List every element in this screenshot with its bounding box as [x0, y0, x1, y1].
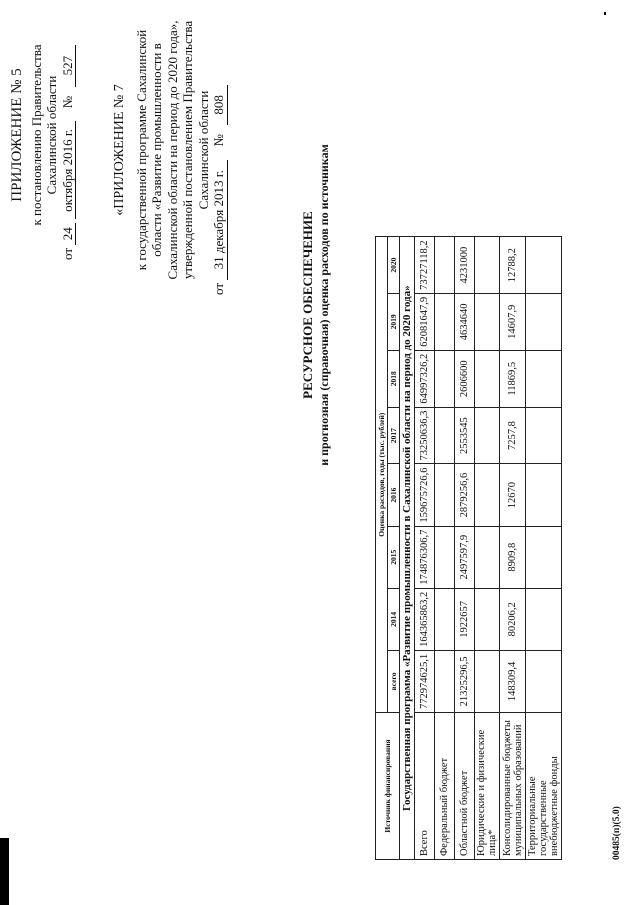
- value-cell: 8909,8: [500, 526, 526, 588]
- value-cell: [526, 526, 562, 588]
- row-label: Областной бюджет: [455, 713, 475, 860]
- row-label: Федеральный бюджет: [435, 713, 455, 860]
- value-cell: [526, 350, 562, 407]
- appendix-5-from-label: от: [59, 247, 75, 260]
- value-cell: 80206,2: [500, 588, 526, 650]
- appendix-7-line5: Сахалинской области: [195, 90, 211, 210]
- table-header-row: [376, 237, 388, 860]
- year-header: всего: [388, 650, 400, 712]
- appendix-7-date: 31 декабря 2013 г.: [211, 160, 228, 280]
- value-cell: 2497597,9: [455, 526, 475, 588]
- appendix-7-date-line: [211, 5, 228, 295]
- value-cell: [526, 293, 562, 350]
- year-header: 2017: [388, 407, 400, 464]
- value-cell: [435, 464, 455, 526]
- col-source-header: Источник финансирования: [376, 713, 400, 860]
- appendix-7-block: [112, 5, 228, 295]
- value-cell: [526, 407, 562, 464]
- appendix-7-line1: к государственной программе Сахалинской: [133, 29, 149, 271]
- value-cell: [475, 293, 500, 350]
- value-cell: [475, 650, 500, 712]
- value-cell: [475, 237, 500, 294]
- value-cell: 7257,8: [500, 407, 526, 464]
- value-cell: 12670: [500, 464, 526, 526]
- appendix-5-date-day: 24: [60, 223, 77, 245]
- appendix-5-line2: Сахалинской области: [44, 75, 59, 195]
- value-cell: [435, 237, 455, 294]
- appendix-5-block: [10, 10, 76, 260]
- value-cell: [526, 464, 562, 526]
- table-row: [435, 237, 455, 860]
- table-row: [526, 237, 562, 860]
- year-header: 2015: [388, 526, 400, 588]
- value-cell: 2553545: [455, 407, 475, 464]
- appendix-5-line1: к постановлению Правительства: [28, 44, 44, 226]
- value-cell: [435, 526, 455, 588]
- year-header: 2019: [388, 293, 400, 350]
- value-cell: 159675726,6: [415, 464, 435, 526]
- value-cell: [526, 650, 562, 712]
- appendix-7-title: «ПРИЛОЖЕНИЕ № 7: [112, 84, 127, 216]
- value-cell: [526, 237, 562, 294]
- year-header: 2014: [388, 588, 400, 650]
- value-cell: 11869,5: [500, 350, 526, 407]
- value-cell: [475, 407, 500, 464]
- scan-edge-mark: [0, 838, 9, 905]
- appendix-7-line4: утвержденной постановлением Правительства: [180, 20, 195, 280]
- year-header: 2018: [388, 350, 400, 407]
- value-cell: [435, 588, 455, 650]
- appendix-7-line3: Сахалинской области на период до 2020 года»,: [164, 20, 180, 280]
- value-cell: [435, 350, 455, 407]
- table-row: [475, 237, 500, 860]
- value-cell: 64997326,2: [415, 350, 435, 407]
- value-cell: 174876306,7: [415, 526, 435, 588]
- appendix-7-no-label: №: [211, 134, 226, 147]
- value-cell: 12788,2: [500, 237, 526, 294]
- appendix-5-number: 527: [60, 45, 77, 87]
- value-cell: 4634640: [455, 293, 475, 350]
- value-cell: 21325296,5: [455, 650, 475, 712]
- appendix-5-date-line: [60, 10, 77, 260]
- value-cell: [475, 350, 500, 407]
- value-cell: 772974625,1: [415, 650, 435, 712]
- row-label: Территориальные государственные внебюджетные фонды: [526, 713, 562, 860]
- document-code: 00485(п)(5.0): [612, 806, 622, 860]
- heading-line2: и прогнозная (справочная) оценка расходов по источникам: [317, 144, 331, 466]
- row-label: Всего: [415, 713, 435, 860]
- value-cell: 148309,4: [500, 650, 526, 712]
- col-estimate-header: Оценка расходов, годы (тыс. рублей): [376, 237, 388, 713]
- appendix-5-date-month: октября 2016 г.: [60, 121, 77, 219]
- table-row: [500, 237, 526, 860]
- value-cell: [435, 293, 455, 350]
- row-label: Юридические и физические лица*: [475, 713, 500, 860]
- value-cell: 14607,9: [500, 293, 526, 350]
- value-cell: 62081647,9: [415, 293, 435, 350]
- heading-line1: РЕСУРСНОЕ ОБЕСПЕЧЕНИЕ: [300, 211, 315, 399]
- table-row: [415, 237, 435, 860]
- value-cell: [475, 526, 500, 588]
- value-cell: 164365863,2: [415, 588, 435, 650]
- value-cell: [475, 464, 500, 526]
- year-header: 2016: [388, 464, 400, 526]
- value-cell: 1922657: [455, 588, 475, 650]
- appendix-5-no-label: №: [59, 95, 75, 109]
- value-cell: 2606600: [455, 350, 475, 407]
- scan-speck: [604, 12, 606, 15]
- value-cell: [435, 407, 455, 464]
- row-label: Консолидированные бюджеты муниципальных образований: [500, 713, 526, 860]
- year-header: 2020: [388, 237, 400, 294]
- value-cell: 73727118,2: [415, 237, 435, 294]
- value-cell: 4231000: [455, 237, 475, 294]
- appendix-5-title: ПРИЛОЖЕНИЕ № 5: [9, 68, 25, 202]
- program-row: [400, 237, 415, 860]
- program-title-cell: Государственная программа «Развитие промышленности в Сахалинской области на период до 2020 года»: [400, 237, 415, 860]
- appendix-7-from-label: от: [211, 282, 226, 295]
- value-cell: 73250636,3: [415, 407, 435, 464]
- value-cell: 2879256,6: [455, 464, 475, 526]
- resource-table: [375, 236, 562, 860]
- appendix-7-number: 808: [211, 85, 228, 125]
- appendix-7-line2: области «Развитие промышленности в: [149, 43, 164, 257]
- table-row: [455, 237, 475, 860]
- value-cell: [526, 588, 562, 650]
- value-cell: [435, 650, 455, 712]
- value-cell: [475, 588, 500, 650]
